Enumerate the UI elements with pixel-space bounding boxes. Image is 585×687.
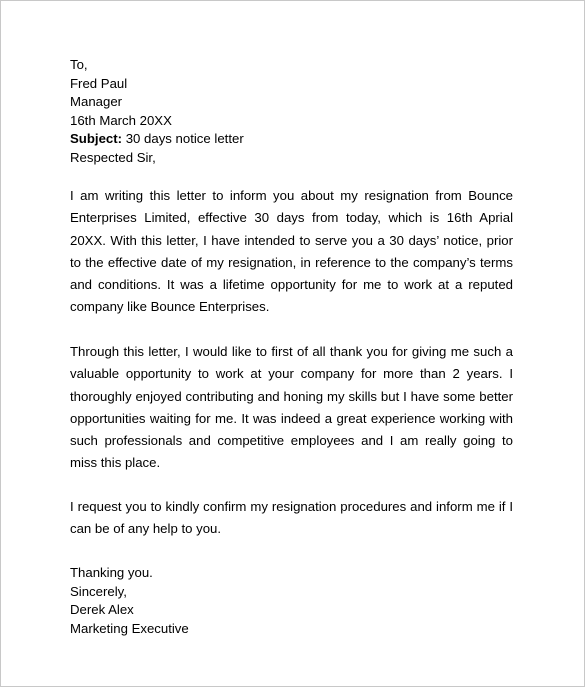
subject-text: 30 days notice letter bbox=[122, 131, 244, 146]
letter-date: 16th March 20XX bbox=[70, 112, 172, 128]
sign-off: Sincerely, bbox=[70, 583, 127, 599]
to-label: To, bbox=[70, 57, 88, 72]
paragraph-3-container bbox=[70, 496, 513, 541]
body-paragraph-2: Through this letter, I would like to first of all thank you for giving me such a valuable opportunity to work at your company for more than 2 years. I thoroughly enjoyed contributing and honing my skills but I have some better opportunities waiting for me. It was indeed a great experience working with such professionals and competitive employees and I am really going to miss this place. bbox=[70, 344, 513, 471]
body-paragraph-3: I request you to kindly confirm my resignation procedures and inform me if I can be of any help to you. bbox=[70, 499, 513, 537]
body-paragraph-1: I am writing this letter to inform you about my resignation from Bounce Enterprises Limited, effective 30 days from today, which is 16th Aprial 20XX. With this letter, I have intended to serve you a 30 days’ notice, prior to the effective date of my resignation, in reference to the company’s terms and conditions. It was a lifetime opportunity for me to work at a reputed company like Bounce Enterprises. bbox=[70, 188, 513, 315]
letter-header bbox=[70, 56, 513, 167]
subject-label: Subject: bbox=[70, 131, 123, 146]
sender-name: Derek Alex bbox=[70, 602, 134, 617]
sender-title: Marketing Executive bbox=[70, 620, 189, 636]
paragraph-1-container bbox=[70, 185, 513, 319]
recipient-name: Fred Paul bbox=[70, 75, 128, 91]
recipient-title: Manager bbox=[70, 94, 123, 109]
subject-line bbox=[70, 130, 513, 149]
thanks-line: Thanking you. bbox=[70, 565, 153, 580]
letter-closing bbox=[70, 564, 513, 638]
salutation: Respected Sir, bbox=[70, 149, 156, 165]
paragraph-2-container bbox=[70, 341, 513, 475]
